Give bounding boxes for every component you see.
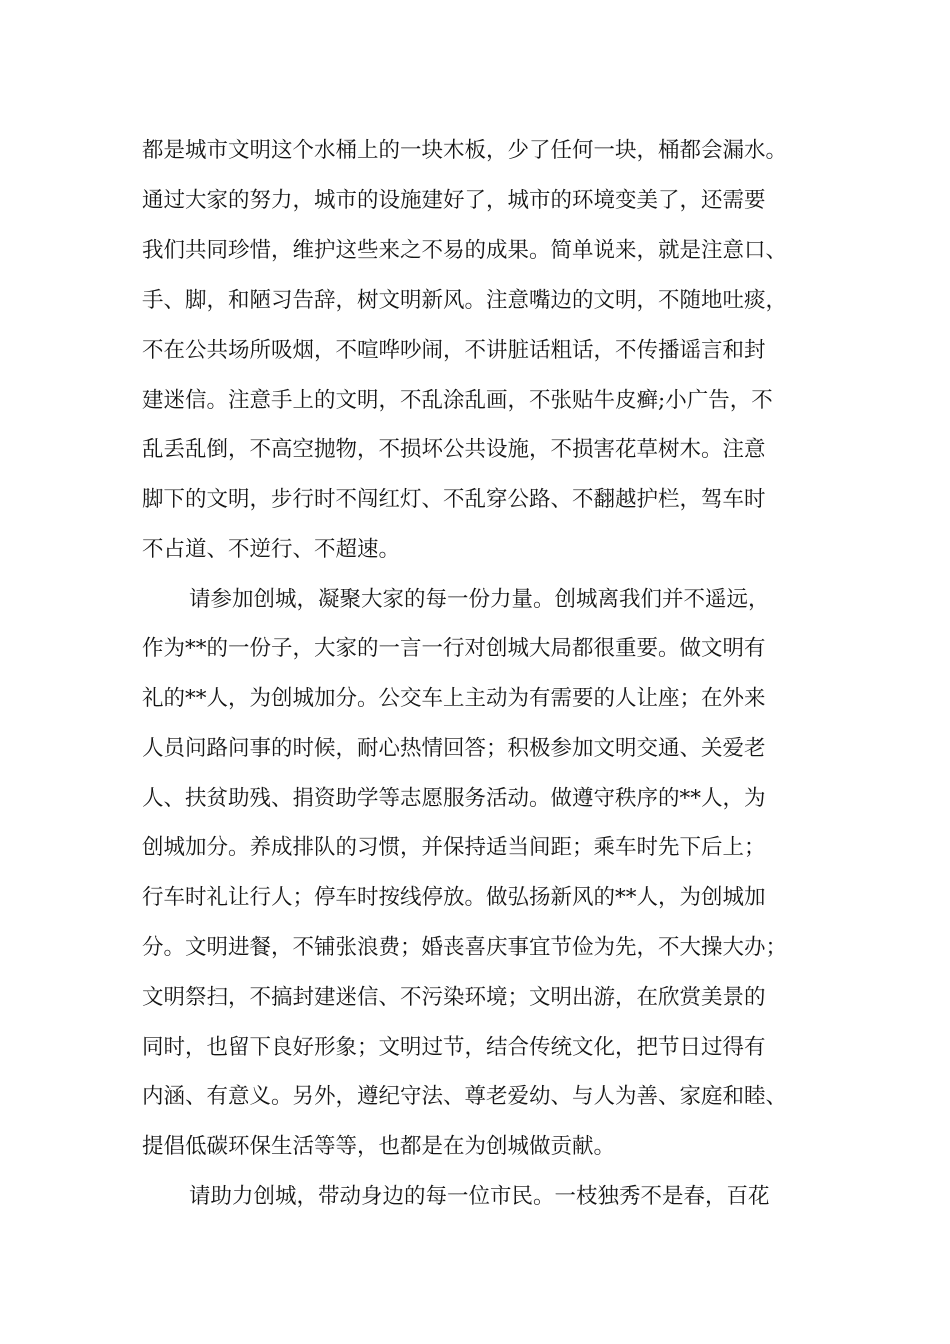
paragraph-first-line: 请参加创城，凝聚大家的每一份力量。创城离我们并不遥远，	[189, 587, 770, 612]
text-line: 同时，也留下良好形象；文明过节，结合传统文化，把节日过得有	[142, 1035, 766, 1060]
text-line: 内涵、有意义。另外，遵纪守法、尊老爱幼、与人为善、家庭和睦、	[142, 1084, 788, 1109]
text-line: 不占道、不逆行、不超速。	[142, 537, 401, 562]
text-line: 通过大家的努力，城市的设施建好了，城市的环境变美了，还需要	[142, 188, 766, 213]
text-line: 人、扶贫助残、捐资助学等志愿服务活动。做遵守秩序的**人，为	[142, 786, 766, 811]
text-line: 分。文明进餐，不铺张浪费；婚丧喜庆事宜节俭为先，不大操大办；	[142, 935, 788, 960]
text-line: 文明祭扫，不搞封建迷信、不污染环境；文明出游，在欣赏美景的	[142, 985, 766, 1010]
text-line: 作为**的一份子，大家的一言一行对创城大局都很重要。做文明有	[142, 636, 766, 661]
paragraph-first-line: 请助力创城，带动身边的每一位市民。一枝独秀不是春，百花	[189, 1184, 770, 1209]
text-line: 人员问路问事的时候，耐心热情回答；积极参加文明交通、关爱老	[142, 736, 766, 761]
text-line: 我们共同珍惜，维护这些来之不易的成果。简单说来，就是注意口、	[142, 238, 788, 263]
text-line: 不在公共场所吸烟，不喧哗吵闹，不讲脏话粗话，不传播谣言和封	[142, 338, 766, 363]
text-line: 都是城市文明这个水桶上的一块木板，少了任何一块，桶都会漏水。	[142, 138, 788, 163]
text-line: 手、脚，和陋习告辞，树文明新风。注意嘴边的文明，不随地吐痰，	[142, 288, 788, 313]
text-line: 脚下的文明，步行时不闯红灯、不乱穿公路、不翻越护栏，驾车时	[142, 487, 766, 512]
text-line: 乱丢乱倒，不高空抛物，不损坏公共设施，不损害花草树木。注意	[142, 437, 766, 462]
text-line: 礼的**人，为创城加分。公交车上主动为有需要的人让座；在外来	[142, 686, 766, 711]
text-line: 提倡低碳环保生活等等，也都是在为创城做贡献。	[142, 1134, 616, 1159]
text-line: 创城加分。养成排队的习惯，并保持适当间距；乘车时先下后上；	[142, 835, 766, 860]
text-line: 建迷信。注意手上的文明，不乱涂乱画，不张贴牛皮癣;小广告，不	[142, 388, 773, 413]
text-line: 行车时礼让行人；停车时按线停放。做弘扬新风的**人，为创城加	[142, 885, 766, 910]
